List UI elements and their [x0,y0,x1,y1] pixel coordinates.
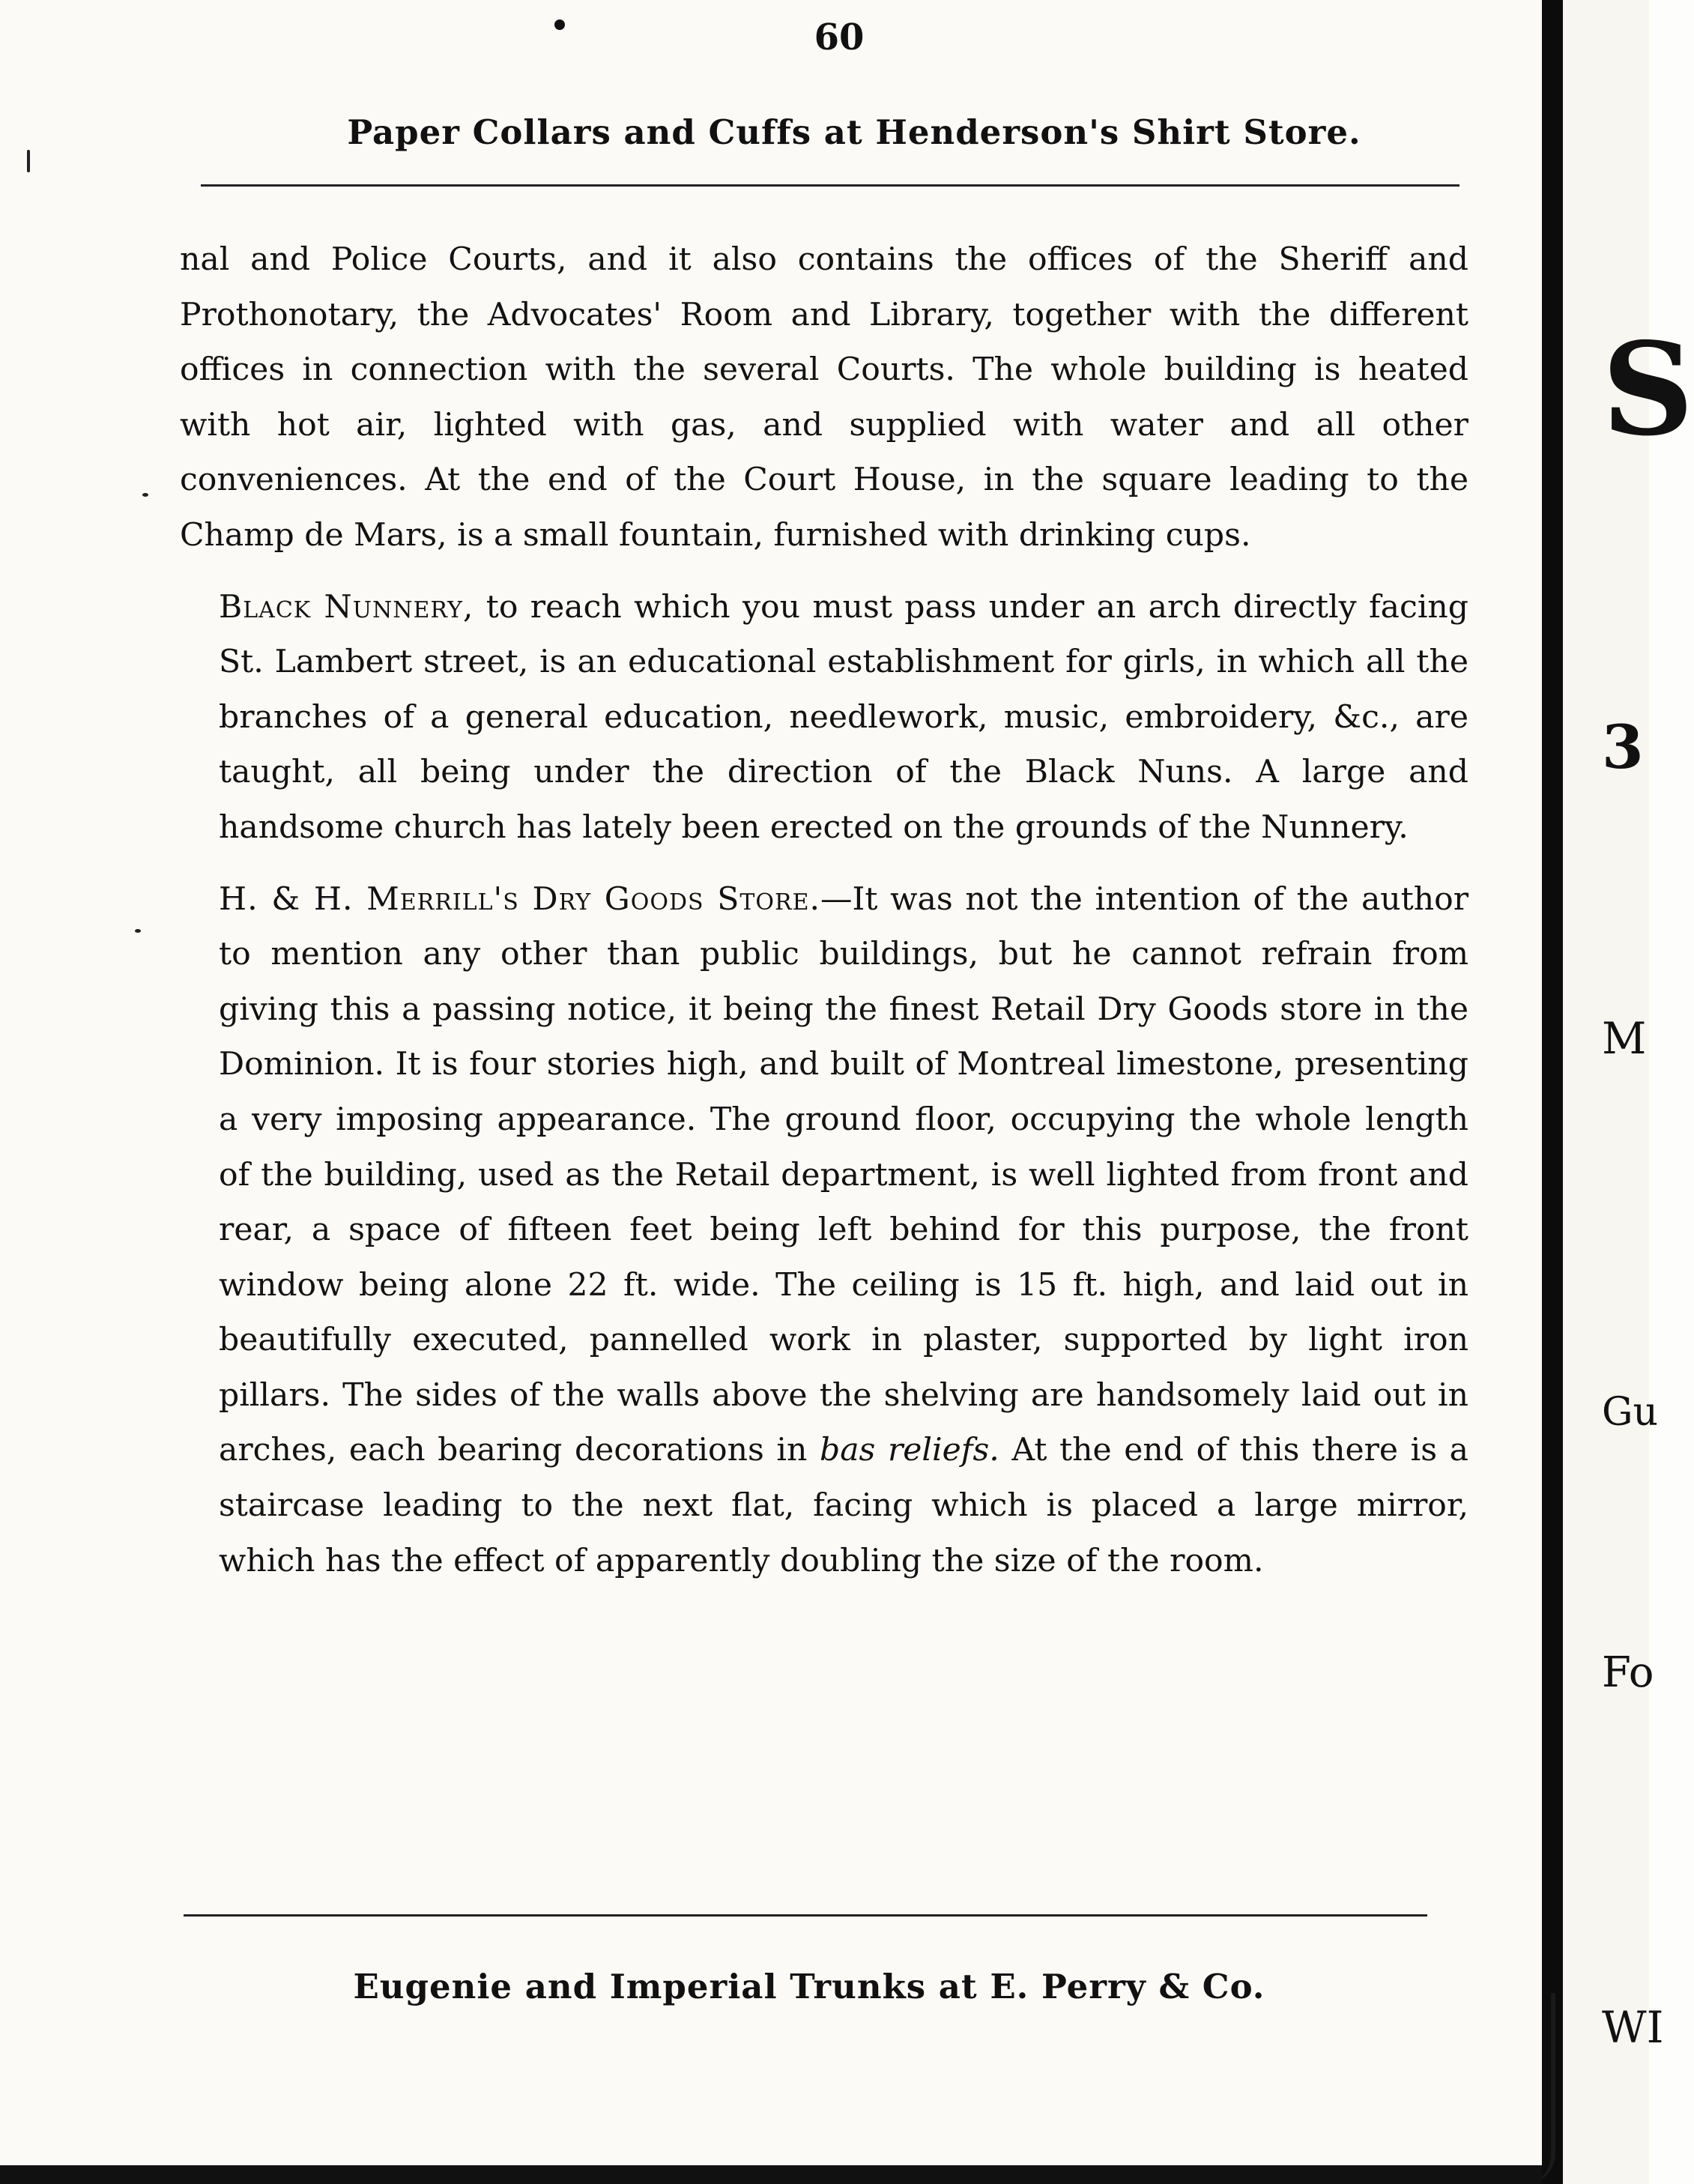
italic-bas-reliefs: bas reliefs. [820,1432,999,1469]
paragraph-merrill-store [180,872,1468,1589]
ink-speck [554,19,565,30]
paragraph-heading-merrill-store: H. & H. Merrill's Dry Goods Store. [219,880,821,918]
body-text [180,232,1468,1588]
ink-speck [142,493,148,497]
adjacent-page-fragment: WI [1602,2002,1664,2053]
footer-advertisement: Eugenie and Imperial Trunks at E. Perry & Co. [353,1967,1265,2006]
adjacent-page-fragment: S [1602,315,1694,465]
paragraph-merrill-store-text-a: —It was not the intention of the author to mention any other than public buildings, but he cannot refrain from giving this a passing notice, it being the finest Retail Dry Goods store in the Dominion. It is four stories high, and built of Montreal limestone, presenting a very imposing appearance. The ground floor, occupying the whole length of the building, used as the Retail department, is well lighted from front and rear, a space of fifteen feet being left behind for this purpose, the front window being alone 22 ft. wide. The ceiling is 15 ft. high, and laid out in beautifully executed, pannelled work in plaster, supported by light iron pillars. The sides of the walls above the shelving are handsomely laid out in arches, each bearing decorations in [219,880,1469,1469]
paragraph-merrill-store-text-b: At the end of this there is a staircase leading to the next flat, facing which is placed a large mirror, which has the effect of apparently doubling the size of the room. [219,1432,1469,1579]
footer-rule [184,1914,1427,1917]
page-number: 60 [814,16,865,58]
paragraph-black-nunnery [180,580,1468,856]
adjacent-page-edge [1563,0,1694,2184]
paragraph-black-nunnery-text: to reach which you must pass under an arch directly facing St. Lambert street, is an educational establishment for girls, in which all the branches of a general education, needlework, music, embroidery, &c., are taught, all being under the direction of the Black Nuns. A large and handsome church has lately been erected on the grounds of the Nunnery. [219,588,1468,846]
adjacent-page-fragment: Gu [1602,1390,1659,1435]
ink-speck [135,929,141,933]
paragraph-court-house [180,232,1468,563]
header-rule [201,184,1459,187]
paragraph-heading-black-nunnery: Black Nunnery, [219,588,474,626]
adjacent-page-fragment: 3 [1602,712,1644,782]
adjacent-page-fragment: M [1602,1013,1647,1064]
book-gutter [1542,0,1563,2184]
page-curl [1521,1993,1555,2184]
paragraph-court-house-text: nal and Police Courts, and it also contains the offices of the Sheriff and Prothonotary, the Advocates' Room and Library, together with the different offices in connection with the several Courts. The whole building is heated with hot air, lighted with gas, and supplied with water and all other conveniences. At the end of the Court House, in the square leading to the Champ de Mars, is a small fountain, furnished with drinking cups. [180,241,1468,554]
header-advertisement: Paper Collars and Cuffs at Henderson's Shirt Store. [347,112,1361,152]
ink-speck [27,150,30,172]
adjacent-page-fragment: Fo [1602,1648,1654,1697]
scan-bottom-edge [0,2165,1542,2184]
